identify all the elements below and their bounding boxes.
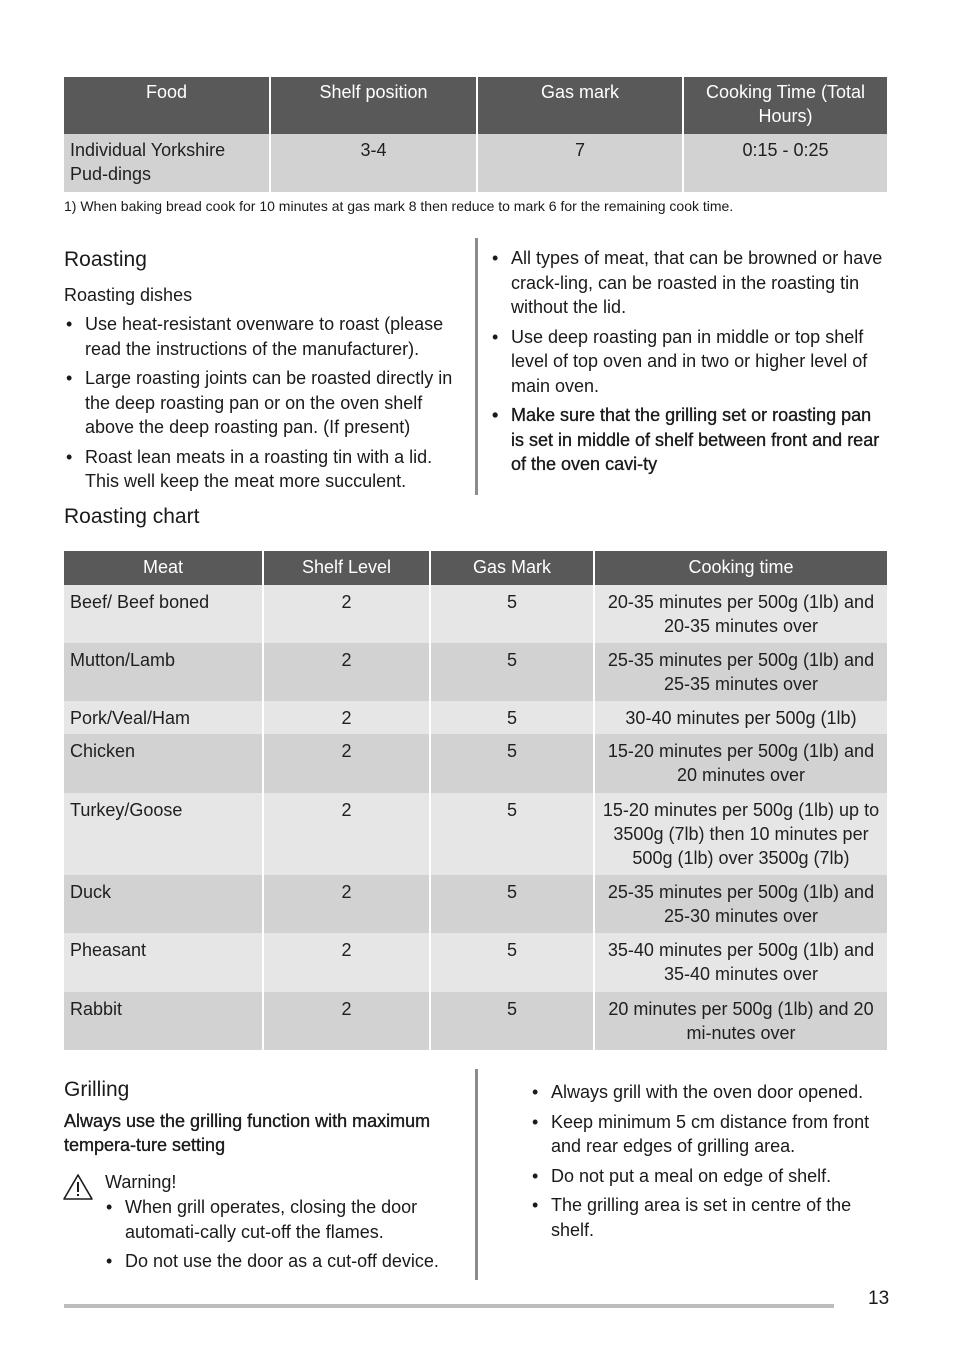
- cell-time: 25-35 minutes per 500g (1lb) and 25-30 minutes over: [594, 875, 887, 933]
- cell-time: 20 minutes per 500g (1lb) and 20 mi-nutes over: [594, 992, 887, 1050]
- roasting-dishes-subheading: Roasting dishes: [64, 285, 193, 305]
- roasting-table: [64, 551, 887, 1050]
- warning-list: [104, 1195, 459, 1279]
- list-item: • Do not put a meal on edge of shelf.: [530, 1164, 890, 1189]
- list-item: • Always grill with the oven door opened.: [530, 1080, 890, 1105]
- list-item: • Roast lean meats in a roasting tin with a lid. This well keep the meat more succulent.: [66, 446, 433, 491]
- bullet-icon: •: [106, 1251, 113, 1271]
- bullet-icon: •: [106, 1197, 113, 1217]
- cell-gas: 5: [430, 643, 594, 701]
- cell-gas: 5: [430, 793, 594, 875]
- cell-meat: Pheasant: [64, 933, 263, 992]
- cell-gas: 5: [430, 701, 594, 734]
- header-shelf-level: Shelf Level: [263, 551, 430, 585]
- grilling-note: Always use the grilling function with maximum tempera-ture setting: [64, 1111, 431, 1155]
- header-meat: Meat: [64, 551, 263, 585]
- bullet-icon: •: [532, 1082, 539, 1102]
- cell-shelf: 2: [263, 585, 430, 643]
- header-cooking-time: Cooking time: [594, 551, 887, 585]
- table-header-row: [64, 551, 887, 585]
- roasting-left-list: [64, 312, 459, 499]
- cell-time: 0:15 - 0:25: [683, 134, 887, 192]
- cell-time: 25-35 minutes per 500g (1lb) and 25-35 minutes over: [594, 643, 887, 701]
- cell-shelf: 2: [263, 992, 430, 1050]
- list-item: • When grill operates, closing the door automati-cally cut-off the flames.: [106, 1197, 418, 1242]
- cell-gas: 7: [477, 134, 683, 192]
- bullet-icon: •: [66, 368, 73, 388]
- page-number: 13: [868, 1288, 890, 1309]
- cell-meat: Chicken: [64, 734, 263, 793]
- header-gas-mark: Gas mark: [477, 77, 683, 134]
- cell-meat: Rabbit: [64, 992, 263, 1050]
- cell-time: 20-35 minutes per 500g (1lb) and 20-35 minutes over: [594, 585, 887, 643]
- roasting-chart-heading: Roasting chart: [64, 505, 200, 528]
- cooking-table-top: [64, 77, 887, 192]
- cell-gas: 5: [430, 933, 594, 992]
- warning-triangle-icon: [62, 1173, 94, 1201]
- bullet-icon: •: [492, 405, 499, 425]
- table-row: [64, 793, 887, 875]
- grilling-heading: Grilling: [64, 1078, 130, 1101]
- table-header-row: [64, 77, 887, 134]
- cell-shelf: 2: [263, 793, 430, 875]
- cell-meat: Turkey/Goose: [64, 793, 263, 875]
- list-item: • The grilling area is set in centre of the shelf.: [532, 1195, 852, 1240]
- bullet-icon: •: [532, 1111, 539, 1132]
- cell-shelf: 2: [263, 933, 430, 992]
- header-food: Food: [64, 77, 270, 134]
- bullet-icon: •: [492, 326, 499, 347]
- cell-shelf: 2: [263, 875, 430, 933]
- cell-gas: 5: [430, 585, 594, 643]
- cell-shelf: 2: [263, 701, 430, 734]
- header-gas-mark: Gas Mark: [430, 551, 594, 585]
- column-divider: [475, 1069, 478, 1280]
- bullet-icon: •: [66, 446, 73, 467]
- header-shelf-position: Shelf position: [270, 77, 477, 134]
- roasting-right-list: [490, 246, 885, 482]
- cell-gas: 5: [430, 875, 594, 933]
- cell-shelf: 2: [263, 734, 430, 793]
- cell-shelf: 2: [263, 643, 430, 701]
- cell-shelf: 3-4: [270, 134, 477, 192]
- grilling-right-list: [530, 1080, 890, 1247]
- cell-gas: 5: [430, 992, 594, 1050]
- column-divider: [475, 238, 478, 495]
- table-row: [64, 734, 887, 793]
- footer-rule: [64, 1304, 834, 1308]
- cell-food: Individual Yorkshire Pud-dings: [64, 134, 270, 192]
- cell-meat: Pork/Veal/Ham: [64, 701, 263, 734]
- cell-time: 15-20 minutes per 500g (1lb) up to 3500g (7lb) then 10 minutes per 500g (1lb) over 3500g (7lb): [594, 793, 887, 875]
- table-row: [64, 701, 887, 734]
- footnote: 1) When baking bread cook for 10 minutes at gas mark 8 then reduce to mark 6 for the remaining cook time.: [64, 198, 734, 214]
- list-item: • Use deep roasting pan in middle or top shelf level of top oven and in two or higher level of main oven.: [492, 326, 868, 396]
- cell-meat: Beef/ Beef boned: [64, 585, 263, 643]
- roasting-heading: Roasting: [64, 248, 147, 271]
- list-item: • Large roasting joints can be roasted directly in the deep roasting pan or on the oven shelf above the deep roasting pan. (If present): [66, 368, 453, 437]
- list-item: • Do not use the door as a cut-off device.: [104, 1249, 459, 1274]
- bullet-icon: •: [532, 1165, 539, 1186]
- cell-time: 30-40 minutes per 500g (1lb): [594, 701, 887, 734]
- table-row: [64, 875, 887, 933]
- table-row: [64, 992, 887, 1050]
- cell-meat: Duck: [64, 875, 263, 933]
- cell-time: 15-20 minutes per 500g (1lb) and 20 minutes over: [594, 734, 887, 793]
- cell-time: 35-40 minutes per 500g (1lb) and 35-40 minutes over: [594, 933, 887, 992]
- table-row: [64, 643, 887, 701]
- list-item: • Use heat-resistant ovenware to roast (please read the instructions of the manufacturer).: [66, 314, 444, 359]
- list-item: • All types of meat, that can be browned or have crack-ling, can be roasted in the roasting tin without the lid.: [492, 248, 883, 317]
- bullet-icon: •: [66, 314, 73, 334]
- cell-meat: Mutton/Lamb: [64, 643, 263, 701]
- cell-gas: 5: [430, 734, 594, 793]
- table-row: [64, 933, 887, 992]
- header-cooking-time: Cooking Time (Total Hours): [683, 77, 887, 134]
- table-row: [64, 585, 887, 643]
- list-item: • Keep minimum 5 cm distance from front and rear edges of grilling area.: [532, 1111, 870, 1156]
- bullet-icon: •: [532, 1195, 539, 1215]
- list-item-bold: • Make sure that the grilling set or roasting pan is set in middle of shelf between front and rear of the oven cavi-ty: [492, 405, 880, 474]
- table-row: [64, 134, 887, 192]
- bullet-icon: •: [492, 248, 499, 268]
- warning-label: Warning!: [105, 1172, 177, 1192]
